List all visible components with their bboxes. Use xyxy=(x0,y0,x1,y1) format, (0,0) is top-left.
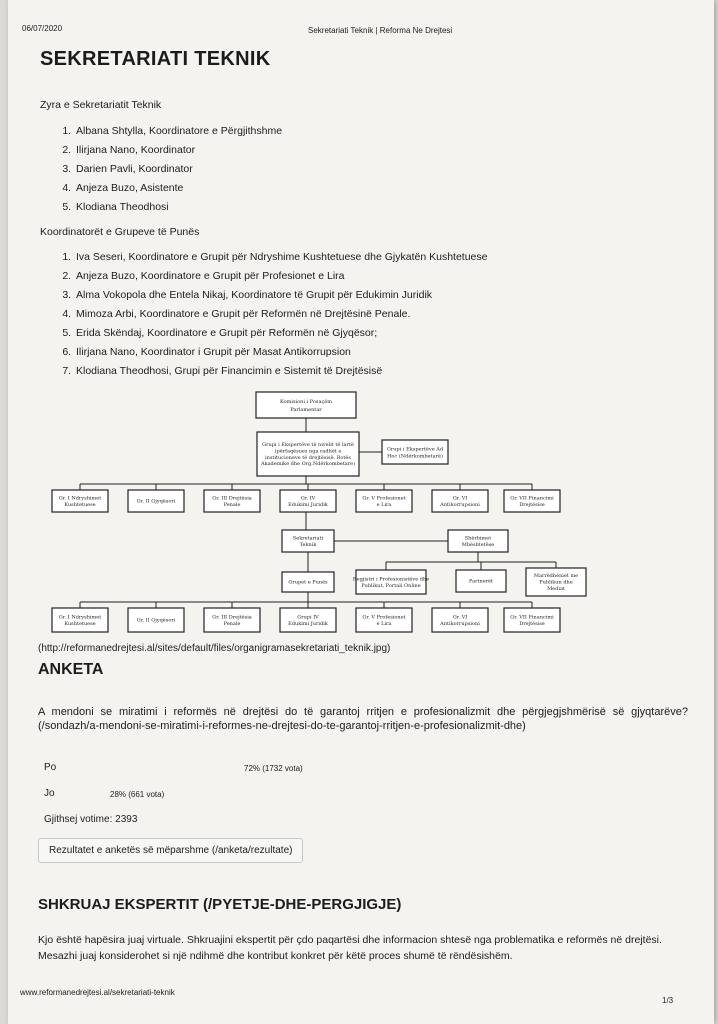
org-box-experts xyxy=(257,432,359,476)
org-box-experts-text: institucioneve të drejtësisë, Botës xyxy=(265,454,351,461)
page-title: SEKRETARIATI TEKNIK xyxy=(40,48,271,70)
org-box-media xyxy=(526,568,586,596)
coordinators-list xyxy=(56,248,487,381)
org-box-group-top xyxy=(356,490,412,512)
org-box-group-bottom xyxy=(432,608,488,632)
org-box-group-top xyxy=(280,490,336,512)
print-date: 06/07/2020 xyxy=(22,24,63,33)
expert-heading-link[interactable]: SHKRUAJ EKSPERTIT (/PYETJE-DHE-PERGJIGJE) xyxy=(38,896,402,913)
org-box-group-bottom-text: Kushtetuese xyxy=(64,620,96,627)
org-box-group-bottom xyxy=(204,608,260,632)
office-member: 1. Albana Shtylla, Koordinatore e Përgjithshme xyxy=(74,122,282,141)
org-box-adhoc-text: Hoc (Ndërkombetarë) xyxy=(387,453,443,460)
org-box-services xyxy=(448,530,508,552)
poll-option-no-label: Jo xyxy=(44,788,55,799)
org-box-group-bottom xyxy=(280,608,336,632)
org-box-group-top-text: Gr. V Profesionet xyxy=(362,495,406,502)
org-box-group-bottom-text: Gr. III Drejtësia xyxy=(212,614,252,621)
site-title: Sekretariati Teknik | Reforma Ne Drejtesi xyxy=(308,26,453,35)
org-box-working-groups-text: Grupet e Punës xyxy=(288,579,328,586)
poll-total: Gjithsej votime: 2393 xyxy=(44,814,138,825)
org-box-group-top xyxy=(432,490,488,512)
org-box-group-bottom xyxy=(52,608,108,632)
coordinator-item: 6. Ilirjana Nano, Koordinator i Grupit për Masat Antikorrupsion xyxy=(74,343,487,362)
expert-paragraph: Kjo është hapësira juaj virtuale. Shkruajini ekspertit për çdo paqartësi dhe informacion shtesë nga problematika e reformës në drejtësi. Mesazhi juaj konsiderohet si një ndihmë dhe kontribut konkret për këtë proces shumë të rëndësishëm. xyxy=(38,934,662,962)
org-box-group-bottom-text: Antikorrupsioni xyxy=(440,620,480,627)
org-box-registry-text: Publikut, Portali Online xyxy=(361,582,421,589)
coordinator-item: 2. Anjeza Buzo, Koordinatore e Grupit për Profesionet e Lira xyxy=(74,267,487,286)
org-box-group-bottom-text: Gr. VII Financimi xyxy=(510,614,554,621)
page-number: 1/3 xyxy=(662,996,674,1005)
org-box-group-bottom-text: Gr. I Ndryshimet xyxy=(58,614,102,621)
org-box-parliament-text: Parlamentar xyxy=(290,407,322,414)
org-box-experts-text: Grupi i Ekspertëve të nivelit të lartë xyxy=(262,441,354,448)
org-box-registry xyxy=(353,570,429,594)
org-box-experts-text: Akademike dhe Org.Ndërkombetare) xyxy=(260,461,356,468)
footer-url: www.reformanedrejtesi.al/sekretariati-teknik xyxy=(20,988,175,997)
org-box-group-bottom-text: Gr. VI xyxy=(452,614,468,621)
org-box-adhoc xyxy=(382,440,448,464)
org-box-services-text: Mbështetëse xyxy=(461,542,495,549)
org-box-group-bottom-text: Drejtësise xyxy=(519,620,545,627)
org-box-group-top-text: Gr. VI xyxy=(452,495,468,502)
poll-option-yes-label: Po xyxy=(44,762,57,773)
org-box-media-text: Marrëdhëniet me xyxy=(533,573,579,580)
org-box-group-top-text: Kushtetuese xyxy=(64,501,96,508)
org-box-group-top xyxy=(204,490,260,512)
org-box-partners xyxy=(456,570,506,592)
org-box-group-top-text: Gr. III Drejtësia xyxy=(212,495,252,502)
poll-option-yes-result: 72% (1732 vota) xyxy=(244,764,303,773)
org-box-experts-text: (përfaqësues nga radhët e xyxy=(274,448,342,455)
org-box-group-bottom xyxy=(128,608,184,632)
image-url[interactable]: (http://reformanedrejtesi.al/sites/default/files/organigramasekretariati_teknik.jpg) xyxy=(38,643,391,654)
org-box-group-top-text: Penale xyxy=(223,501,241,508)
org-box-group-top xyxy=(52,490,108,512)
org-box-group-bottom-text: Edukimi Juridik xyxy=(288,620,328,627)
poll-option-no-result: 28% (661 vota) xyxy=(110,790,165,799)
org-box-secretariat-text: Teknik xyxy=(299,542,317,549)
coordinator-item: 3. Alma Vokopola dhe Entela Nikaj, Koordinatore të Grupit për Edukimin Juridik xyxy=(74,286,487,305)
org-box-parliament xyxy=(256,392,356,418)
org-box-group-bottom-text: Gr. V Profesionet xyxy=(362,614,406,621)
org-box-secretariat-text: Sekretariati xyxy=(292,535,324,542)
org-box-group-bottom xyxy=(504,608,560,632)
coordinators-heading: Koordinatorët e Grupeve të Punës xyxy=(40,226,200,238)
org-box-group-top xyxy=(504,490,560,512)
org-chart xyxy=(38,388,688,638)
previous-results-button[interactable]: Rezultatet e anketës së mëparshme (/anketa/rezultate) xyxy=(38,838,303,863)
poll-question-link[interactable]: A mendoni se miratimi i reformës në drejtësi do të garantoj rritjen e profesionalizmit dhe përgjegjshmërisë së gjyqtarëve? (/sondazh/a-mendoni-se-miratimi-i-reformes-ne-drejtesi-do-te-garantoj-rritjen-e-profesionalizmit-dhe) xyxy=(38,706,688,732)
org-box-adhoc-text: Grupi i Ekspertëve Ad xyxy=(386,446,444,453)
org-box-working-groups xyxy=(282,572,334,592)
org-box-group-top-text: Drejtësise xyxy=(519,501,545,508)
org-box-services-text: Shërbimet xyxy=(464,535,492,542)
org-box-group-top-text: Gr. I Ndryshimet xyxy=(58,495,102,502)
org-box-secretariat xyxy=(282,530,334,552)
poll-heading: ANKETA xyxy=(38,661,104,678)
org-box-group-top-text: Gr. IV xyxy=(300,495,316,502)
org-box-parliament-text: Komisioni i Posaçëm xyxy=(280,399,332,406)
org-box-registry-text: Regjistri i Profesionistëve dhe xyxy=(352,576,430,583)
coordinator-item: 7. Klodiana Theodhosi, Grupi për Financimin e Sistemit të Drejtësisë xyxy=(74,362,487,381)
org-box-media-text: Mediat xyxy=(547,585,565,592)
office-members-list xyxy=(56,122,282,217)
org-box-group-top xyxy=(128,490,184,512)
office-member: 4. Anjeza Buzo, Asistente xyxy=(74,179,282,198)
org-box-group-bottom-text: e Lira xyxy=(376,620,392,627)
org-box-group-bottom-text: Penale xyxy=(223,620,241,627)
office-member: 5. Klodiana Theodhosi xyxy=(74,198,282,217)
org-box-partners-text: Partnerët xyxy=(468,578,494,585)
coordinator-item: 5. Erida Skëndaj, Koordinatore e Grupit për Reformën në Gjyqësor; xyxy=(74,324,487,343)
org-box-group-bottom-text: Grupi IV xyxy=(297,614,319,621)
office-member: 2. Ilirjana Nano, Koordinator xyxy=(74,141,282,160)
org-box-group-top-text: Antikorrupsioni xyxy=(440,501,480,508)
org-box-group-bottom xyxy=(356,608,412,632)
org-box-group-top-text: Gr. VII Financimi xyxy=(510,495,554,502)
org-box-group-top-text: e Lira xyxy=(376,501,392,508)
coordinator-item: 4. Mimoza Arbi, Koordinatore e Grupit për Reformën në Drejtësinë Penale. xyxy=(74,305,487,324)
org-box-group-bottom-text: Gr. II Gjyqësori xyxy=(136,617,176,624)
office-member: 3. Darien Pavli, Koordinator xyxy=(74,160,282,179)
document-page xyxy=(8,0,714,1024)
org-box-group-top-text: Edukimi Juridik xyxy=(288,501,328,508)
coordinator-item: 1. Iva Seseri, Koordinatore e Grupit për Ndryshime Kushtetuese dhe Gjykatën Kushtetuese xyxy=(74,248,487,267)
office-heading: Zyra e Sekretariatit Teknik xyxy=(40,99,162,111)
org-box-media-text: Publikun dhe xyxy=(539,579,573,586)
org-box-group-top-text: Gr. II Gjyqësori xyxy=(136,498,176,505)
